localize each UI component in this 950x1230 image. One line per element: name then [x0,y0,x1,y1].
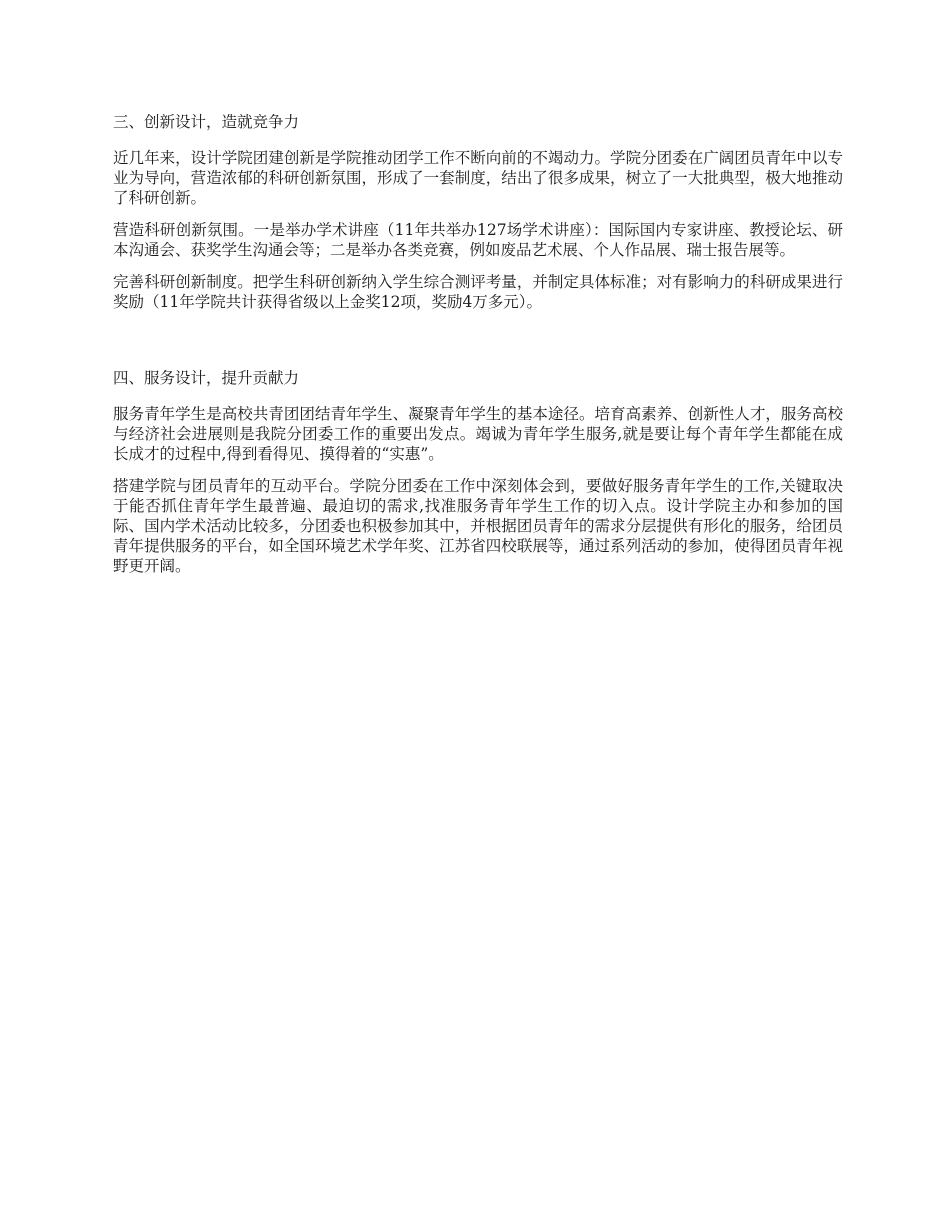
document-page [113,112,843,588]
section-spacer [113,324,843,368]
paragraph: 搭建学院与团员青年的互动平台。学院分团委在工作中深刻体会到，要做好服务青年学生的工作,关键取决于能否抓住青年学生最普遍、最迫切的需求,找准服务青年学生工作的切入点。设计学院主办和参加的国际、国内学术活动比较多，分团委也积极参加其中，并根据团员青年的需求分层提供有形化的服务，给团员青年提供服务的平台，如全国环境艺术学年奖、江苏省四校联展等，通过系列活动的参加，使得团员青年视野更开阔。 [113,477,843,575]
section-innovation-design [113,112,843,312]
paragraph: 营造科研创新氛围。一是举办学术讲座（11年共举办127场学术讲座）：国际国内专家讲座、教授论坛、研本沟通会、获奖学生沟通会等；二是举办各类竞赛，例如废品艺术展、个人作品展、瑞士报告展等。 [113,221,843,259]
paragraph: 近几年来，设计学院团建创新是学院推动团学工作不断向前的不竭动力。学院分团委在广阔团员青年中以专业为导向，营造浓郁的科研创新氛围，形成了一套制度，结出了很多成果，树立了一大批典型，极大地推动了科研创新。 [113,149,843,207]
paragraph: 完善科研创新制度。把学生科研创新纳入学生综合测评考量，并制定具体标准；对有影响力的科研成果进行奖励（11年学院共计获得省级以上金奖12项，奖励4万多元）。 [113,273,843,311]
paragraph: 服务青年学生是高校共青团团结青年学生、凝聚青年学生的基本途径。培育高素养、创新性人才，服务高校与经济社会进展则是我院分团委工作的重要出发点。竭诚为青年学生服务,就是要让每个青年学生都能在成长成才的过程中,得到看得见、摸得着的“实惠”。 [113,405,843,463]
section-heading: 四、服务设计，提升贡献力 [113,369,300,387]
section-heading: 三、创新设计，造就竞争力 [113,113,300,131]
section-service-design [113,368,843,576]
